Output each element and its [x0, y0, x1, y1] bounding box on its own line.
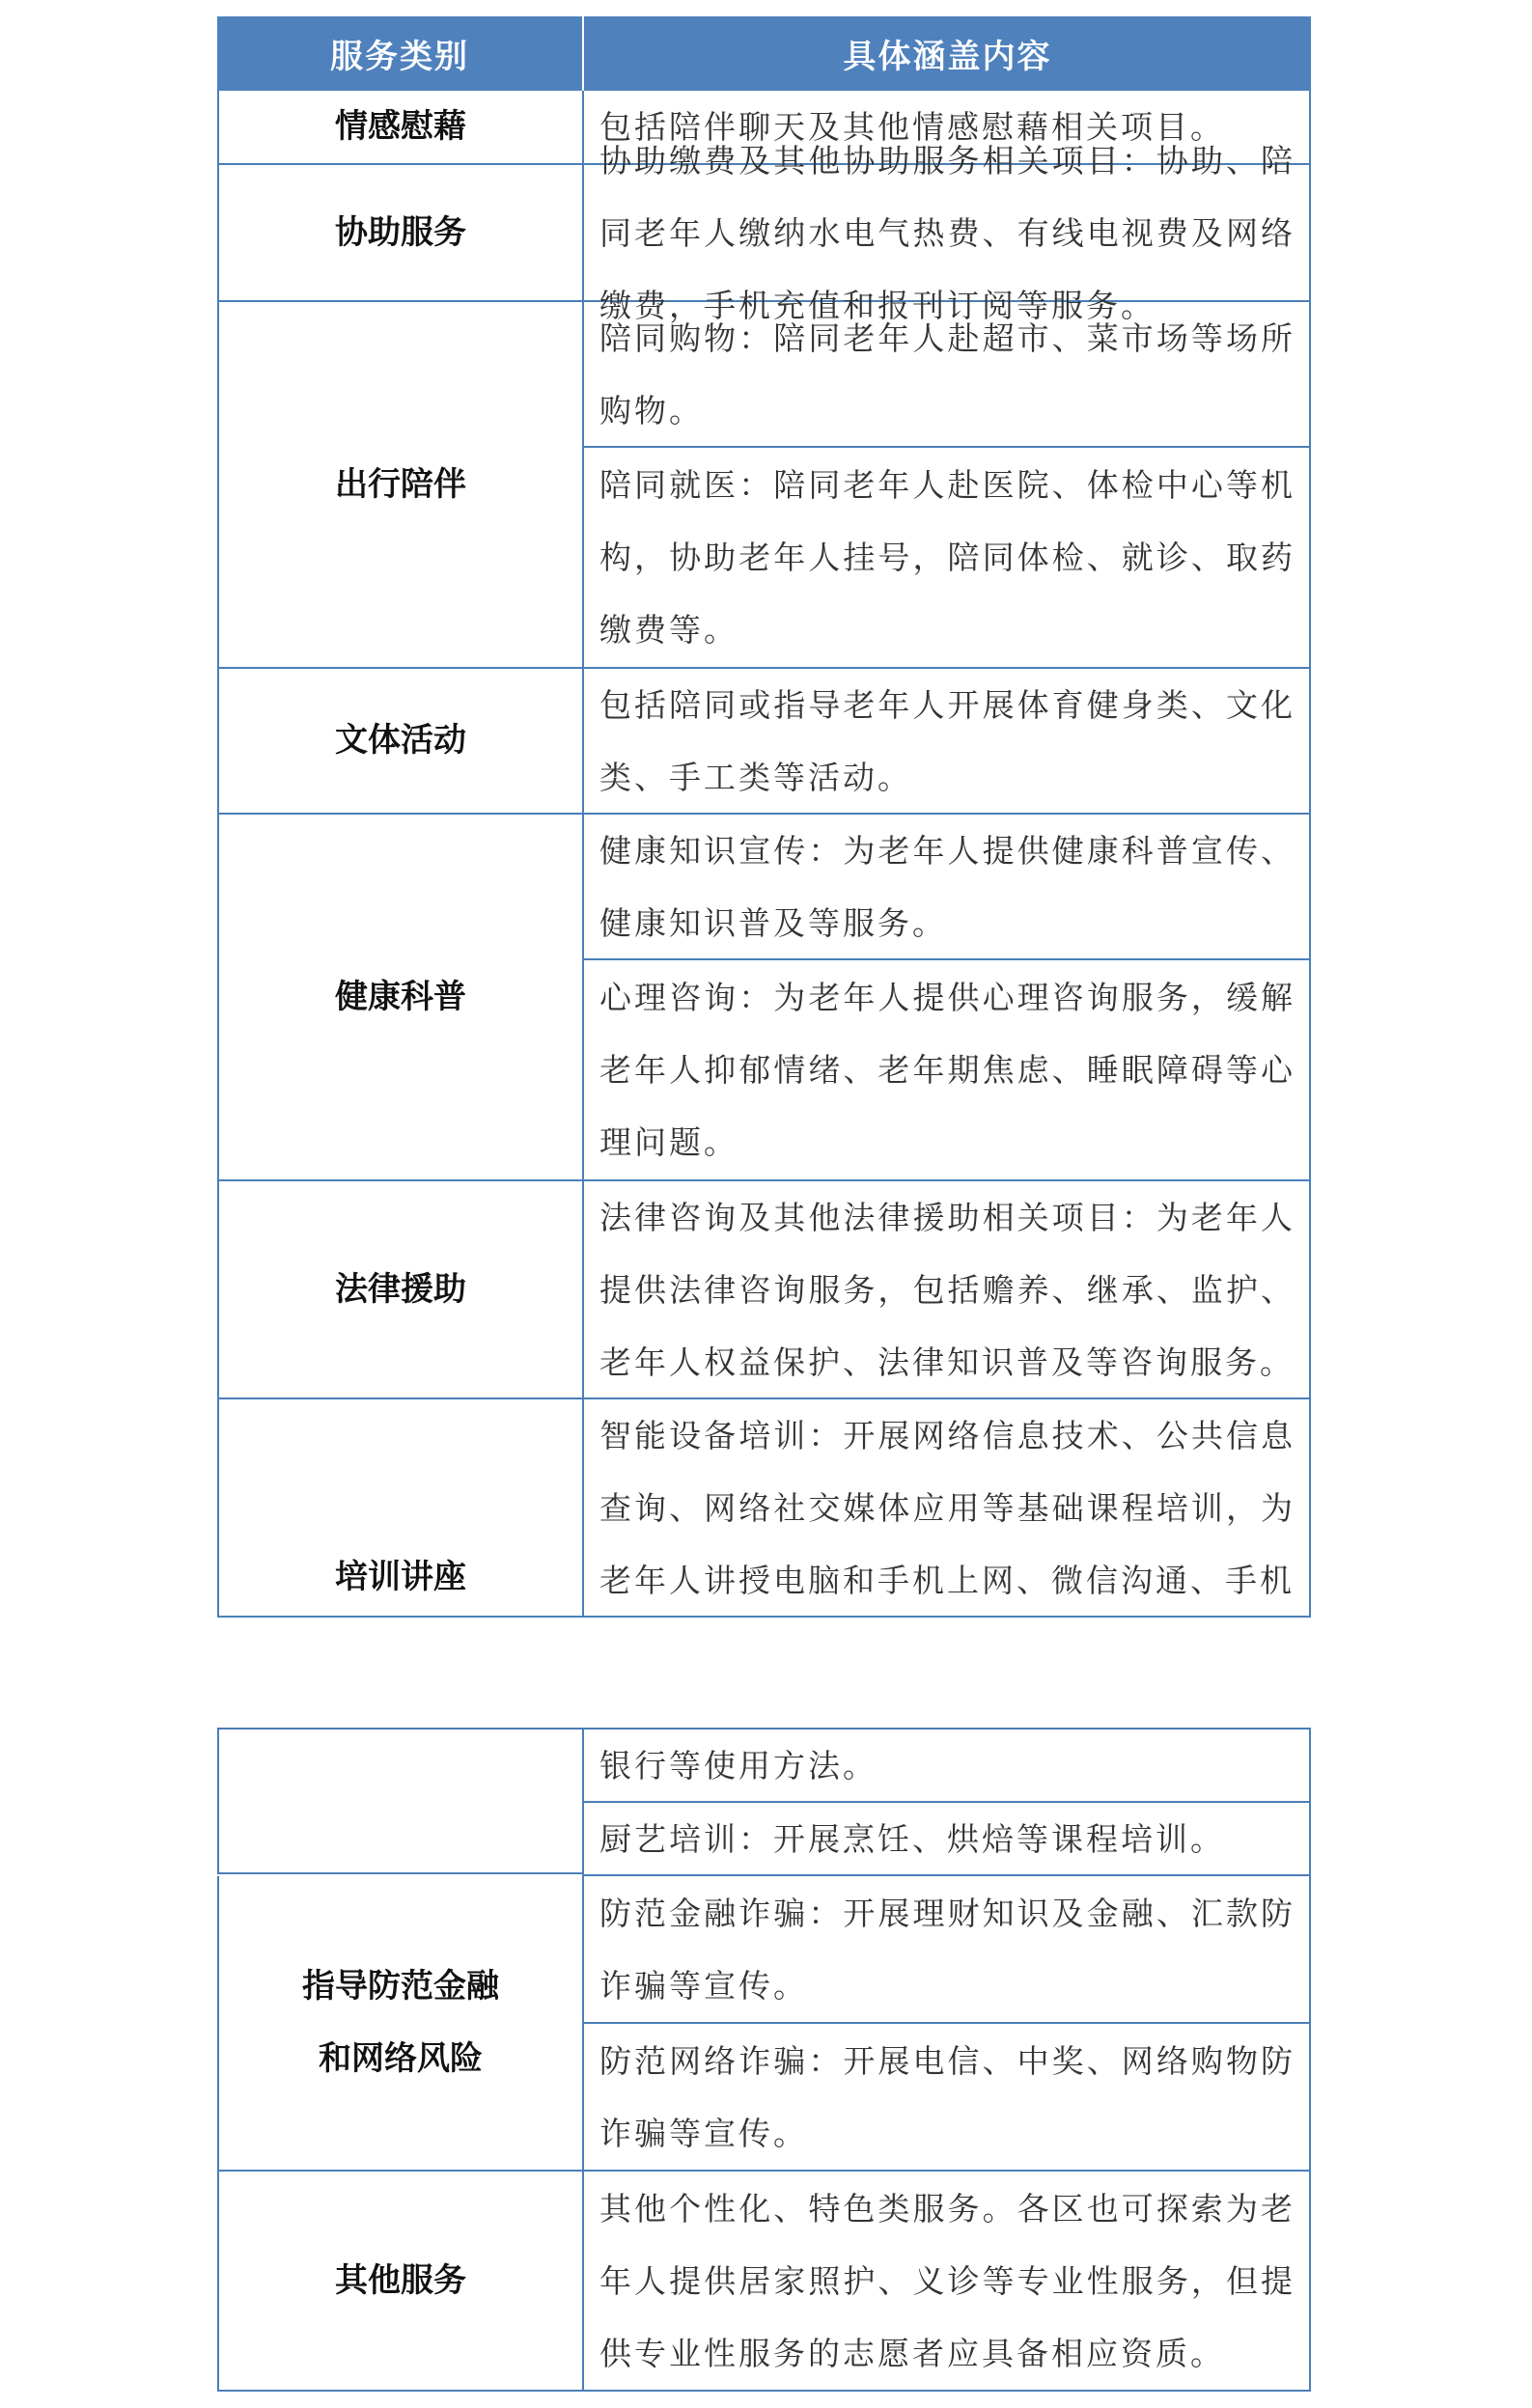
content-item: 厨艺培训：开展烹饪、烘焙等课程培训。	[584, 1803, 1309, 1876]
content-item: 心理咨询：为老年人提供心理咨询服务，缓解老年人抑郁情绪、老年期焦虑、睡眠障碍等心理问题。	[584, 960, 1309, 1181]
table-row	[217, 2172, 1311, 2392]
category-cell: 健康科普	[217, 815, 582, 1181]
category-cell: 协助服务	[217, 165, 582, 302]
content-item: 陪同购物：陪同老年人赴超市、菜市场等场所购物。	[584, 302, 1309, 448]
table-row	[217, 815, 1311, 1181]
category-cell: 出行陪伴	[217, 302, 582, 669]
service-table-part2	[217, 1728, 1311, 2392]
category-cell: 文体活动	[217, 669, 582, 815]
table-row	[217, 669, 1311, 815]
header-content: 具体涵盖内容	[843, 38, 1052, 76]
content-item: 陪同就医：陪同老年人赴医院、体检中心等机构，协助老年人挂号，陪同体检、就诊、取药缴费等。	[584, 448, 1309, 669]
service-table-part1	[217, 16, 1311, 1618]
table-row	[217, 1181, 1311, 1399]
header-category: 服务类别	[217, 16, 584, 91]
table-row	[217, 141, 1311, 324]
category-cell: 培训讲座	[217, 1399, 582, 1618]
content-item: 法律咨询及其他法律援助相关项目：为老年人提供法律咨询服务，包括赡养、继承、监护、老年人权益保护、法律知识普及等咨询服务。	[584, 1181, 1309, 1399]
category-cell: 情感慰藉	[217, 91, 582, 165]
table-row	[217, 1876, 1311, 2172]
content-item: 健康知识宣传：为老年人提供健康科普宣传、健康知识普及等服务。	[584, 815, 1309, 960]
content-item: 包括陪伴聊天及其他情感慰藉相关项目。	[584, 91, 1309, 165]
content-item: 其他个性化、特色类服务。各区也可探索为老年人提供居家照护、义诊等专业性服务，但提供专业性服务的志愿者应具备相应资质。	[584, 2172, 1309, 2392]
content-item: 防范金融诈骗：开展理财知识及金融、汇款防诈骗等宣传。	[584, 1876, 1309, 2024]
content-item: 协助缴费及其他协助服务相关项目：协助、陪同老年人缴纳水电气热费、有线电视费及网络缴费，手机充值和报刊订阅等服务。	[584, 165, 1309, 302]
category-cell: 法律援助	[217, 1181, 582, 1399]
content-item: 防范网络诈骗：开展电信、中奖、网络购物防诈骗等宣传。	[584, 2024, 1309, 2172]
table-header	[217, 16, 1311, 91]
table-row	[217, 1399, 1311, 1618]
table-row	[217, 302, 1311, 669]
table-row	[217, 1728, 1311, 1876]
content-item: 包括陪同或指导老年人开展体育健身类、文化类、手工类等活动。	[584, 669, 1309, 815]
content-item: 银行等使用方法。	[584, 1728, 1309, 1803]
content-item: 智能设备培训：开展网络信息技术、公共信息查询、网络社交媒体应用等基础课程培训，为老年人讲授电脑和手机上网、微信沟通、手机	[584, 1399, 1309, 1618]
category-cell: 其他服务	[217, 2172, 582, 2392]
category-cell	[217, 1728, 582, 1874]
category-cell: 指导防范金融 和网络风险	[217, 1876, 582, 2172]
